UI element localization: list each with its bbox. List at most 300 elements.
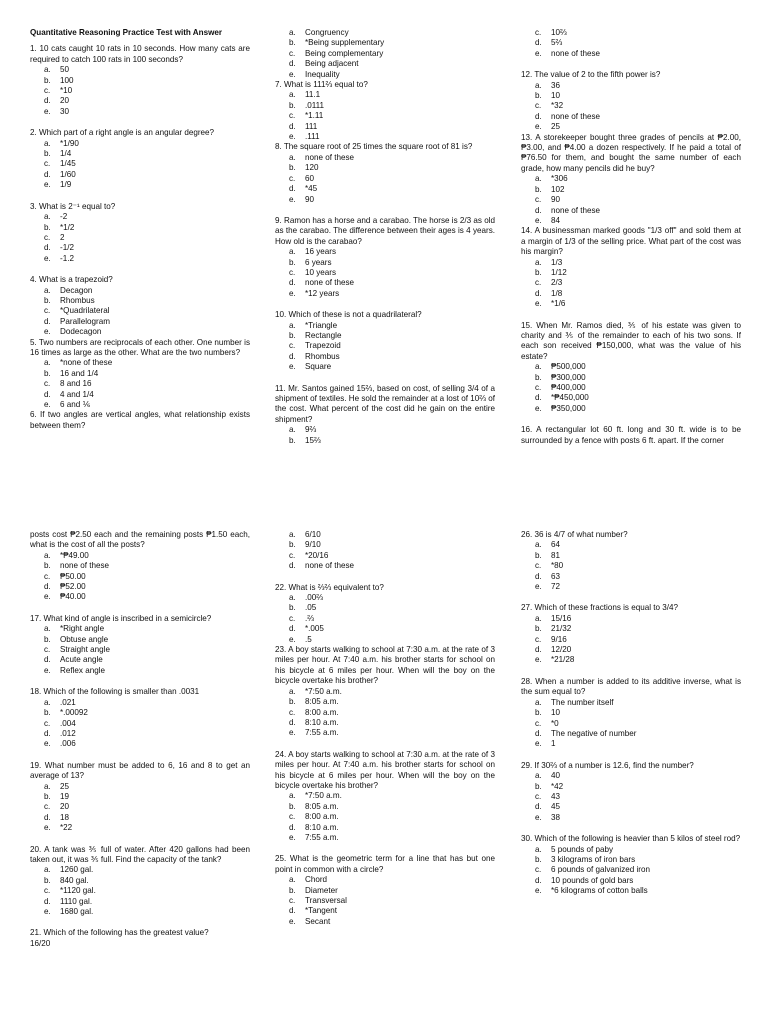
option-letter: b. (535, 184, 542, 194)
answer-option (289, 875, 495, 885)
option-letter: d. (44, 389, 51, 399)
option-text: *7:50 a.m. (305, 791, 342, 801)
option-letter: b. (535, 781, 542, 791)
answer-option (535, 195, 741, 205)
option-letter: e. (44, 253, 51, 263)
option-text: Rectangle (305, 330, 342, 340)
option-text: 100 (60, 75, 74, 85)
answer-option (289, 551, 495, 561)
question-text: 29. If 30⅔ of a number is 12.6, find the number? (521, 760, 694, 770)
option-text: 8:00 a.m. (305, 707, 339, 717)
answer-option (44, 813, 250, 823)
option-letter: e. (44, 400, 51, 409)
option-text: 30 (60, 106, 70, 116)
option-text: Acute angle (60, 655, 103, 665)
question-block (521, 425, 741, 446)
option-text: *21/28 (551, 655, 575, 665)
answer-option (44, 897, 250, 907)
option-text: 1/45 (60, 159, 76, 169)
option-text: Rhombus (60, 295, 95, 305)
answer-options (30, 698, 250, 750)
answer-option (535, 278, 741, 288)
answer-option (44, 212, 250, 222)
option-letter: e. (289, 132, 296, 142)
option-letter: d. (44, 728, 51, 738)
option-text: -2 (60, 212, 68, 222)
question-text: 25. What is the geometric term for a line that has but one point in common with a circle? (275, 854, 495, 874)
option-letter: b. (535, 372, 542, 382)
answer-option (44, 582, 250, 592)
option-letter: b. (44, 75, 51, 85)
option-text: 43 (551, 791, 561, 801)
option-letter: d. (535, 288, 542, 298)
question-text: 1. 10 cats caught 10 rats in 10 seconds. How many cats are required to catch 100 rats in 100 seconds? (30, 44, 250, 64)
answer-option (289, 728, 495, 738)
answer-options (521, 174, 741, 226)
option-text: none of these (305, 152, 355, 162)
question-block (30, 44, 250, 117)
option-text: *7:50 a.m. (305, 686, 342, 696)
option-letter: d. (289, 717, 296, 727)
option-text: 6/10 (305, 530, 321, 539)
option-letter: c. (535, 28, 542, 37)
question-block (521, 761, 741, 823)
option-text: 1/8 (551, 288, 563, 298)
option-text: 1/4 (60, 149, 72, 159)
question-block (30, 761, 250, 834)
question-block (275, 384, 495, 446)
answer-option (289, 708, 495, 718)
answer-option (535, 289, 741, 299)
option-text: Inequality (305, 69, 340, 79)
answer-options (30, 551, 250, 603)
question-text: 16. A rectangular lot 60 ft. long and 30 ft. wide is to be surrounded by a fence with posts 6 ft. apart. If the corner (521, 425, 741, 445)
option-letter: c. (535, 865, 542, 875)
option-letter: d. (535, 38, 542, 48)
option-letter: e. (535, 299, 542, 309)
option-letter: e. (535, 812, 542, 822)
question-block (30, 687, 250, 749)
option-letter: c. (535, 718, 542, 728)
answer-option (535, 362, 741, 372)
answer-option (289, 540, 495, 550)
option-text: ₱52.00 (60, 582, 86, 592)
option-text: *1/2 (60, 222, 75, 232)
option-text: .0111 (305, 100, 325, 110)
answer-option (44, 561, 250, 571)
option-letter: e. (289, 362, 296, 372)
answer-option (44, 149, 250, 159)
option-text: 3 kilograms of iron bars (551, 854, 636, 864)
option-letter: c. (44, 159, 51, 169)
option-letter: c. (44, 306, 51, 316)
question-text: 5. Two numbers are reciprocals of each other. One number is 16 times as large as the other. What are the two numbers? (30, 337, 250, 357)
option-text: 5 pounds of paby (551, 844, 614, 854)
option-text: Being adjacent (305, 59, 359, 69)
answer-option (289, 635, 495, 645)
answer-option (44, 645, 250, 655)
answer-option (535, 216, 741, 226)
answer-option (44, 296, 250, 306)
answer-option (535, 739, 741, 749)
answer-option (44, 635, 250, 645)
option-letter: c. (44, 571, 51, 581)
answer-option (44, 107, 250, 117)
option-text: 6 pounds of galvanized iron (551, 865, 650, 875)
answer-option (44, 708, 250, 718)
option-text: ₱300,000 (551, 372, 586, 382)
option-text: *Being supplementary (305, 38, 385, 48)
answer-option (535, 876, 741, 886)
question-block (275, 530, 495, 572)
option-text: .006 (60, 739, 76, 749)
answer-options (30, 624, 250, 676)
answer-options (30, 212, 250, 264)
option-letter: d. (289, 624, 296, 634)
answer-option (535, 393, 741, 403)
option-text: 20 (60, 96, 70, 106)
page-1 (0, 0, 768, 480)
question-block (30, 128, 250, 190)
answer-option (535, 614, 741, 624)
option-letter: e. (535, 582, 542, 592)
answer-option (535, 404, 741, 414)
answer-option (289, 593, 495, 603)
question-block (521, 70, 741, 132)
option-text: 120 (305, 163, 319, 173)
option-letter: e. (535, 886, 542, 896)
option-text: 19 (60, 791, 70, 801)
question-block (30, 275, 250, 337)
option-letter: e. (44, 106, 51, 116)
answer-option (44, 358, 250, 368)
answer-option (44, 159, 250, 169)
answer-option (535, 708, 741, 718)
answer-option (535, 258, 741, 268)
option-letter: e. (44, 327, 51, 337)
option-letter: c. (44, 645, 51, 655)
answer-options (30, 939, 250, 949)
option-text: 10⅔ (551, 28, 567, 37)
answer-options (275, 687, 495, 739)
page-1-column-2 (275, 28, 495, 446)
answer-option (44, 865, 250, 875)
option-letter: b. (535, 854, 542, 864)
answer-options (275, 153, 495, 205)
option-text: 9/16 (551, 634, 567, 644)
option-letter: b. (44, 875, 51, 885)
option-text: 10 years (305, 267, 337, 277)
option-text: *1120 gal. (60, 886, 96, 896)
answer-option (535, 719, 741, 729)
answer-option (44, 592, 250, 602)
answer-option (30, 939, 250, 949)
option-text: Being complementary (305, 48, 384, 58)
answer-option (289, 195, 495, 205)
option-text: *42 (551, 781, 564, 791)
option-text: Trapezoid (305, 341, 341, 351)
option-letter: c. (535, 634, 542, 644)
option-letter: a. (289, 90, 296, 100)
answer-option (44, 369, 250, 379)
option-text: 16/20 (30, 938, 51, 948)
answer-option (289, 268, 495, 278)
option-letter: e. (289, 69, 296, 79)
option-letter: b. (44, 708, 51, 718)
option-text: 10 (551, 708, 561, 718)
option-text: 1/3 (551, 257, 563, 267)
option-letter: d. (535, 875, 542, 885)
question-text: 19. What number must be added to 6, 16 and 8 to get an average of 13? (30, 760, 250, 781)
answer-option (44, 876, 250, 886)
option-text: 16 years (305, 247, 337, 257)
answer-options (521, 845, 741, 897)
option-letter: a. (44, 212, 51, 222)
answer-options (30, 782, 250, 834)
option-letter: e. (289, 916, 296, 926)
question-text: 30. Which of the following is heavier than 5 kilos of steel rod? (521, 834, 741, 844)
option-letter: b. (44, 634, 51, 644)
option-text: 102 (551, 184, 565, 194)
answer-option (44, 170, 250, 180)
option-letter: b. (535, 708, 542, 718)
answer-option (289, 289, 495, 299)
answer-option (535, 383, 741, 393)
answer-option (289, 425, 495, 435)
answer-option (289, 331, 495, 341)
question-block (275, 80, 495, 142)
option-text: none of these (551, 205, 601, 215)
answer-option (44, 719, 250, 729)
option-letter: a. (535, 80, 542, 90)
option-letter: a. (289, 152, 296, 162)
option-text: 12/20 (551, 645, 572, 655)
question-text: 27. Which of these fractions is equal to 3/4? (521, 603, 679, 613)
page-2-column-3 (521, 530, 741, 897)
answer-option (289, 802, 495, 812)
option-letter: d. (289, 906, 296, 916)
option-text: Chord (305, 875, 328, 885)
answer-option (535, 729, 741, 739)
option-text: 9/10 (305, 540, 321, 550)
option-letter: d. (44, 896, 51, 906)
answer-option (44, 551, 250, 561)
answer-option (535, 792, 741, 802)
option-letter: e. (44, 665, 51, 675)
option-text: The negative of number (551, 728, 637, 738)
question-text: 2. Which part of a right angle is an angular degree? (30, 128, 215, 138)
option-letter: a. (44, 781, 51, 791)
option-letter: a. (535, 613, 542, 623)
option-letter: a. (535, 257, 542, 267)
option-letter: e. (44, 823, 51, 833)
option-letter: b. (535, 624, 542, 634)
option-letter: c. (289, 707, 296, 717)
option-letter: c. (535, 791, 542, 801)
option-letter: e. (535, 403, 542, 413)
option-text: *1.11 (305, 111, 324, 121)
question-text: 10. Which of these is not a quadrilateral? (275, 310, 422, 320)
option-letter: a. (535, 362, 542, 372)
option-letter: a. (289, 425, 296, 435)
question-block (521, 28, 741, 59)
option-text: none of these (551, 48, 601, 58)
answer-option (289, 28, 495, 38)
answer-option (535, 112, 741, 122)
question-text: 28. When a number is added to its additive inverse, what is the sum equal to? (521, 676, 741, 697)
option-text: .00⅔ (305, 593, 324, 603)
option-letter: e. (535, 215, 542, 225)
option-letter: b. (289, 603, 296, 613)
option-letter: a. (44, 624, 51, 634)
answer-option (535, 38, 741, 48)
question-text: 18. Which of the following is smaller than .0031 (30, 687, 200, 697)
option-text: .012 (60, 728, 76, 738)
option-letter: c. (289, 550, 296, 560)
answer-option (44, 792, 250, 802)
question-text: 20. A tank was ⅗ full of water. After 420 gallons had been taken out, it was ⅗ full. Find the capacity of the tank? (30, 844, 250, 864)
question-block (521, 834, 741, 896)
page-2-column-2 (275, 530, 495, 927)
option-text: 11.1 (305, 90, 321, 100)
answer-option (289, 362, 495, 372)
option-text: .004 (60, 718, 76, 728)
question-block (275, 216, 495, 299)
option-text: 4 and 1/4 (60, 389, 94, 399)
answer-options (275, 90, 495, 142)
option-text: 7:55 a.m. (305, 832, 339, 842)
answer-option (535, 802, 741, 812)
option-letter: c. (44, 86, 51, 96)
answer-option (535, 771, 741, 781)
answer-options (30, 139, 250, 191)
option-text: *₱49.00 (60, 550, 89, 560)
answer-option (44, 698, 250, 708)
question-text: 11. Mr. Santos gained 15⅔, based on cost, of selling 3/4 of a shipment of textiles. He sold the remainder at a lost of 10⅔ of the cost. What percent of the cost did he gain on the entire shipment? (275, 383, 495, 424)
option-text: 1680 gal. (60, 907, 94, 916)
answer-option (289, 896, 495, 906)
option-letter: c. (44, 379, 51, 389)
answer-option (44, 86, 250, 96)
option-letter: a. (289, 875, 296, 885)
question-block (275, 310, 495, 372)
answer-option (44, 96, 250, 106)
option-text: .05 (305, 603, 317, 613)
option-letter: e. (44, 907, 51, 916)
option-letter: d. (535, 393, 542, 403)
option-text: 6 and ⅙ (60, 400, 91, 409)
page-1-column-1 (30, 28, 250, 431)
option-letter: a. (535, 174, 542, 184)
option-text: *80 (551, 561, 564, 571)
question-block (30, 410, 250, 431)
option-letter: d. (535, 571, 542, 581)
option-text: 8:10 a.m. (305, 717, 339, 727)
option-text: ₱50.00 (60, 571, 86, 581)
question-block (30, 928, 250, 949)
answer-options (521, 540, 741, 592)
question-text: 12. The value of 2 to the fifth power is? (521, 70, 661, 80)
option-text: 36 (551, 80, 561, 90)
option-text: *Tangent (305, 906, 337, 916)
option-letter: b. (289, 38, 296, 48)
option-text: Square (305, 362, 332, 372)
answer-option (535, 572, 741, 582)
option-text: *1/90 (60, 138, 79, 148)
option-letter: c. (289, 173, 296, 183)
option-letter: a. (44, 285, 51, 295)
answer-option (535, 624, 741, 634)
answer-option (535, 561, 741, 571)
option-letter: a. (535, 844, 542, 854)
answer-options (30, 65, 250, 117)
answer-option (289, 59, 495, 69)
answer-option (44, 907, 250, 917)
option-letter: d. (289, 121, 296, 131)
option-text: 15/16 (551, 613, 572, 623)
option-letter: a. (44, 697, 51, 707)
option-letter: b. (289, 801, 296, 811)
option-letter: a. (289, 247, 296, 257)
answer-option (535, 540, 741, 550)
option-letter: e. (44, 592, 51, 602)
answer-option (44, 823, 250, 833)
option-text: 2/3 (551, 278, 563, 288)
option-text: *12 years (305, 288, 340, 298)
answer-options (521, 771, 741, 823)
answer-option (289, 603, 495, 613)
answer-option (289, 697, 495, 707)
option-text: 64 (551, 540, 561, 550)
answer-option (44, 317, 250, 327)
option-text: 81 (551, 550, 561, 560)
answer-option (289, 886, 495, 896)
answer-option (44, 243, 250, 253)
question-text: 9. Ramon has a horse and a carabao. The horse is 2/3 as old as the carabao. The difference between their ages is 4 years. How old is the carabao? (275, 215, 495, 246)
answer-option (535, 551, 741, 561)
option-letter: c. (289, 613, 296, 623)
question-text: 26. 36 is 4/7 of what number? (521, 530, 628, 539)
option-text: *1/6 (551, 299, 566, 309)
answer-option (289, 163, 495, 173)
answer-option (289, 174, 495, 184)
question-block (521, 321, 741, 415)
option-text: *.00092 (60, 708, 88, 718)
option-letter: a. (44, 65, 51, 75)
answer-option (289, 258, 495, 268)
option-letter: c. (289, 111, 296, 121)
question-text: 22. What is ⅔⅔ equivalent to? (275, 582, 384, 592)
option-text: 111 (305, 121, 318, 131)
answer-option (44, 886, 250, 896)
option-text: 10 (551, 91, 561, 101)
question-block (30, 530, 250, 603)
answer-options (521, 698, 741, 750)
option-letter: e. (535, 48, 542, 58)
option-letter: a. (289, 686, 296, 696)
question-text: 24. A boy starts walking to school at 7:30 a.m. at the rate of 3 miles per hour. At 7:40 a.m. his brother starts for school on his bicycle at 6 miles per hour. When will the boy on the bicycle overtake his brother? (275, 749, 495, 790)
option-letter: d. (44, 96, 51, 106)
answer-option (44, 286, 250, 296)
option-text: *₱450,000 (551, 393, 589, 403)
answer-options (30, 286, 250, 338)
question-text: 15. When Mr. Ramos died, ⅗ of his estate was given to charity and ⅗ of the remainder to each of his two sons. If each son received ₱150,000, what was the value of his estate? (521, 320, 741, 361)
option-text: none of these (305, 561, 355, 571)
option-text: 25 (551, 122, 561, 132)
option-text: 5⅔ (551, 38, 563, 48)
answer-option (44, 327, 250, 337)
option-text: Congruency (305, 28, 349, 37)
